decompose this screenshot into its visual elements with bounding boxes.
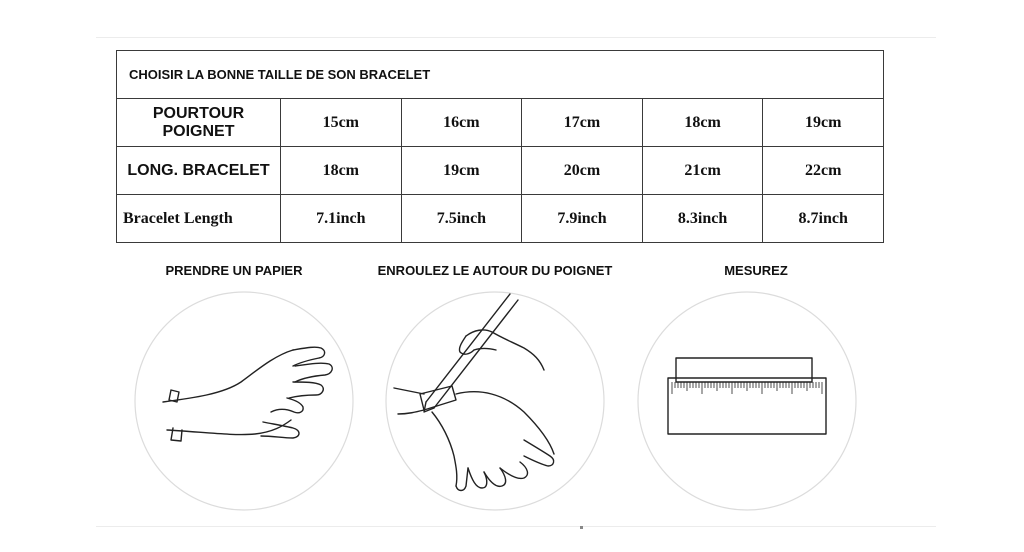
table-cell: 8.3inch: [642, 195, 763, 243]
table-cell: 21cm: [642, 147, 763, 195]
wrap-wrist-icon: [384, 290, 606, 517]
table-cell: 8.7inch: [763, 195, 884, 243]
step-caption-measure: MESUREZ: [724, 263, 788, 278]
table-row: [117, 147, 884, 195]
table-cell: 15cm: [281, 99, 402, 147]
table-cell: 16cm: [401, 99, 522, 147]
row-label-wrist: POURTOUR POIGNET: [117, 99, 281, 147]
table-cell: 7.1inch: [281, 195, 402, 243]
top-divider: [96, 37, 936, 38]
ruler-icon: [636, 290, 858, 517]
table-cell: 18cm: [642, 99, 763, 147]
table-title: CHOISIR LA BONNE TAILLE DE SON BRACELET: [117, 51, 884, 99]
table-cell: 7.5inch: [401, 195, 522, 243]
table-cell: 7.9inch: [522, 195, 643, 243]
table-cell: 17cm: [522, 99, 643, 147]
table-row: [117, 99, 884, 147]
table-title-row: [117, 51, 884, 99]
table-cell: 19cm: [763, 99, 884, 147]
size-table: [116, 50, 884, 243]
table-cell: 19cm: [401, 147, 522, 195]
table-cell: 22cm: [763, 147, 884, 195]
table-row: [117, 195, 884, 243]
table-cell: 20cm: [522, 147, 643, 195]
step-caption-paper: PRENDRE UN PAPIER: [165, 263, 303, 278]
row-label-bracelet-length: LONG. BRACELET: [117, 147, 281, 195]
bottom-mark: [580, 526, 583, 529]
table-cell: 18cm: [281, 147, 402, 195]
row-label-bracelet-length-inch: Bracelet Length: [117, 195, 281, 243]
step-caption-wrap: ENROULEZ LE AUTOUR DU POIGNET: [377, 263, 613, 278]
hand-with-paper-icon: [133, 290, 355, 517]
bottom-divider: [96, 526, 936, 527]
